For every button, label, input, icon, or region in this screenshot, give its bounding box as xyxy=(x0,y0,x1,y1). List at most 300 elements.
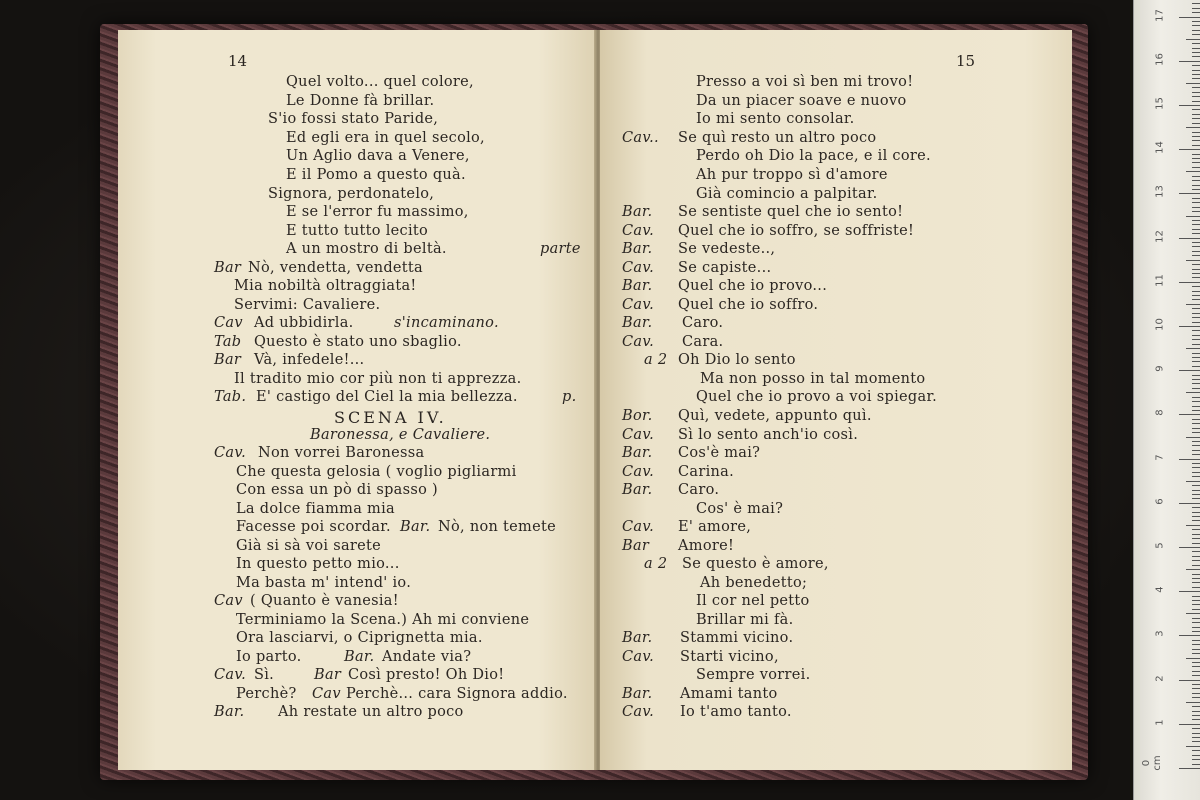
ruler-tick xyxy=(1192,202,1200,203)
ruler-tick xyxy=(1192,295,1200,296)
ruler-tick xyxy=(1192,498,1200,499)
speaker-label: Tab xyxy=(214,334,242,350)
ruler-tick xyxy=(1192,132,1200,133)
ruler-tick xyxy=(1179,768,1200,769)
ruler-number: 4 xyxy=(1154,586,1166,593)
speaker-label: Bar. xyxy=(622,445,653,461)
speaker-label: Cav. xyxy=(214,667,247,683)
ruler-tick xyxy=(1192,25,1200,26)
ruler-tick xyxy=(1192,92,1200,93)
text-line: Che questa gelosia ( voglio pigliarmi xyxy=(236,464,517,480)
text-line: Se quì resto un altro poco xyxy=(678,130,877,146)
ruler-number: 17 xyxy=(1154,8,1166,22)
text-line: Non vorrei Baronessa xyxy=(258,445,425,461)
speaker-label: Cav. xyxy=(622,297,655,313)
ruler-tick xyxy=(1192,467,1200,468)
text-line: Terminiamo la Scena.) Ah mi conviene xyxy=(236,612,530,628)
text-line: Stammi vicino. xyxy=(680,630,794,646)
ruler-tick xyxy=(1179,547,1200,548)
ruler-tick xyxy=(1192,220,1200,221)
speaker-label: Cav. xyxy=(622,704,655,720)
ruler-number: 5 xyxy=(1154,542,1166,549)
ruler-tick xyxy=(1192,472,1200,473)
speaker-label: Bar. xyxy=(214,704,245,720)
text-line: Da un piacer soave e nuovo xyxy=(696,93,907,109)
text-line: Caro. xyxy=(678,482,720,498)
ruler-tick xyxy=(1192,737,1200,738)
ruler-tick xyxy=(1192,96,1200,97)
ruler-tick xyxy=(1192,198,1200,199)
text-line: Un Aglio dava a Venere, xyxy=(286,148,470,164)
ruler-tick xyxy=(1192,322,1200,323)
ruler-tick xyxy=(1179,680,1200,681)
ruler-tick xyxy=(1192,543,1200,544)
ruler-tick xyxy=(1186,348,1200,349)
text-line: Presso a voi sì ben mi trovo! xyxy=(696,74,914,90)
ruler-tick xyxy=(1179,635,1200,636)
ruler-tick xyxy=(1192,43,1200,44)
text-line: Signora, perdonatelo, xyxy=(268,186,435,202)
ruler-tick xyxy=(1192,140,1200,141)
ruler-tick xyxy=(1192,609,1200,610)
speaker-label: Bar xyxy=(622,538,650,554)
speaker-label: Bar. xyxy=(622,278,653,294)
page-number-right: 15 xyxy=(956,52,976,70)
ruler-tick xyxy=(1179,149,1200,150)
ruler-tick xyxy=(1192,353,1200,354)
speaker-label: Cav.. xyxy=(622,130,659,146)
ruler-tick xyxy=(1192,693,1200,694)
stage-direction: p. xyxy=(562,389,577,405)
text-line: Cos'è mai? xyxy=(678,445,761,461)
ruler-tick xyxy=(1192,600,1200,601)
ruler-tick xyxy=(1192,764,1200,765)
text-line: E il Pomo a questo quà. xyxy=(286,167,466,183)
ruler-tick xyxy=(1179,724,1200,725)
ruler-tick xyxy=(1186,525,1200,526)
speaker-label: a 2 xyxy=(644,556,668,572)
ruler-number: 12 xyxy=(1154,229,1166,243)
ruler-tick xyxy=(1192,653,1200,654)
ruler-tick xyxy=(1192,255,1200,256)
ruler-tick xyxy=(1186,481,1200,482)
text-line: ( Quanto è vanesia! xyxy=(250,593,399,609)
ruler-tick xyxy=(1192,733,1200,734)
ruler-tick xyxy=(1192,48,1200,49)
text-line: Quel che io provo... xyxy=(678,278,828,294)
ruler-tick xyxy=(1192,207,1200,208)
ruler-number: 6 xyxy=(1154,498,1166,505)
ruler-tick xyxy=(1192,432,1200,433)
text-line: Se capiste... xyxy=(678,260,772,276)
stage-direction: s'incaminano. xyxy=(394,315,499,331)
ruler-tick xyxy=(1186,437,1200,438)
ruler-tick xyxy=(1192,711,1200,712)
text-line: Ora lasciarvi, o Ciprignetta mia. xyxy=(236,630,483,646)
ruler-tick xyxy=(1179,61,1200,62)
speaker-label: Cav. xyxy=(622,334,655,350)
text-line: Facesse poi scordar. xyxy=(236,519,391,535)
text-line: Caro. xyxy=(682,315,724,331)
ruler-tick xyxy=(1192,269,1200,270)
text-line: Nò, non temete xyxy=(438,519,556,535)
ruler-tick xyxy=(1186,746,1200,747)
text-line: In questo petto mio... xyxy=(236,556,400,572)
speaker-label: Bar. xyxy=(622,630,653,646)
text-line: E se l'error fu massimo, xyxy=(286,204,469,220)
ruler-number: 9 xyxy=(1154,365,1166,372)
ruler-tick xyxy=(1192,176,1200,177)
text-line: Amore! xyxy=(678,538,735,554)
ruler-tick xyxy=(1192,574,1200,575)
text-line: Il tradito mio cor più non ti apprezza. xyxy=(234,371,522,387)
ruler-tick xyxy=(1192,361,1200,362)
text-line: Il cor nel petto xyxy=(696,593,810,609)
ruler-tick xyxy=(1186,171,1200,172)
ruler-tick xyxy=(1192,454,1200,455)
speaker-label: Cav. xyxy=(622,260,655,276)
ruler-tick xyxy=(1192,8,1200,9)
text-line: Oh Dio lo sento xyxy=(678,352,796,368)
text-line: La dolce fiamma mia xyxy=(236,501,395,517)
ruler-tick xyxy=(1192,229,1200,230)
ruler-tick xyxy=(1192,357,1200,358)
speaker-label: Cav xyxy=(214,315,243,331)
ruler-tick xyxy=(1192,662,1200,663)
ruler-tick xyxy=(1179,459,1200,460)
ruler-tick xyxy=(1192,494,1200,495)
ruler-tick xyxy=(1192,684,1200,685)
ruler-tick xyxy=(1192,631,1200,632)
speaker-label: Bar. xyxy=(400,519,431,535)
ruler-tick xyxy=(1192,136,1200,137)
ruler-unit-label: 0 cm xyxy=(1141,755,1163,771)
ruler-tick xyxy=(1179,326,1200,327)
text-line: Ah pur troppo sì d'amore xyxy=(696,167,888,183)
ruler-tick xyxy=(1192,65,1200,66)
right-page xyxy=(600,30,1072,770)
ruler-tick xyxy=(1192,715,1200,716)
ruler-tick xyxy=(1192,291,1200,292)
ruler-tick xyxy=(1192,604,1200,605)
ruler-tick xyxy=(1192,428,1200,429)
ruler-tick xyxy=(1192,551,1200,552)
ruler-number: 2 xyxy=(1154,674,1166,682)
speaker-label: Bar xyxy=(214,260,242,276)
text-line: Ed egli era in quel secolo, xyxy=(286,130,485,146)
text-line: Carina. xyxy=(678,464,735,480)
speaker-label: Cav. xyxy=(214,445,247,461)
ruler-tick xyxy=(1186,392,1200,393)
ruler-tick xyxy=(1192,78,1200,79)
text-line: Mia nobiltà oltraggiata! xyxy=(234,278,417,294)
ruler-number: 16 xyxy=(1154,52,1166,66)
ruler-tick xyxy=(1192,233,1200,234)
ruler-number: 11 xyxy=(1154,273,1166,287)
text-line: Ad ubbidirla. xyxy=(254,315,354,331)
ruler-tick xyxy=(1192,264,1200,265)
ruler-tick xyxy=(1192,154,1200,155)
ruler-tick xyxy=(1192,582,1200,583)
ruler-tick xyxy=(1192,587,1200,588)
ruler-tick xyxy=(1192,640,1200,641)
ruler-tick xyxy=(1192,706,1200,707)
speaker-label: Bar. xyxy=(344,649,375,665)
ruler-tick xyxy=(1192,21,1200,22)
ruler-tick xyxy=(1192,719,1200,720)
speaker-label: Tab. xyxy=(214,389,247,405)
ruler-tick xyxy=(1192,70,1200,71)
ruler-tick xyxy=(1192,308,1200,309)
text-line: Io mi sento consolar. xyxy=(696,111,855,127)
ruler-tick xyxy=(1192,644,1200,645)
ruler-tick xyxy=(1192,74,1200,75)
ruler-tick xyxy=(1192,246,1200,247)
ruler-tick xyxy=(1179,238,1200,239)
ruler-tick xyxy=(1192,397,1200,398)
text-line: Con essa un pò di spasso ) xyxy=(236,482,438,498)
ruler-number: 8 xyxy=(1154,409,1166,417)
speaker-label: Cav. xyxy=(622,427,655,443)
text-line: Amami tanto xyxy=(680,686,778,702)
text-line: Ah benedetto; xyxy=(700,575,808,591)
speaker-label: Cav. xyxy=(622,223,655,239)
ruler-number: 7 xyxy=(1154,453,1166,461)
ruler-tick xyxy=(1192,556,1200,557)
text-line: Le Donne fà brillar. xyxy=(286,93,435,109)
speaker-label: Bar. xyxy=(622,204,653,220)
speaker-label: Bar xyxy=(214,352,242,368)
ruler-tick xyxy=(1192,56,1200,57)
ruler-tick xyxy=(1192,12,1200,13)
ruler-tick xyxy=(1192,162,1200,163)
ruler-tick xyxy=(1192,123,1200,124)
ruler-tick xyxy=(1192,755,1200,756)
text-line: Io t'amo tanto. xyxy=(680,704,792,720)
text-line: Questo è stato uno sbaglio. xyxy=(254,334,462,350)
speaker-label: Bar xyxy=(314,667,342,683)
ruler-tick xyxy=(1192,538,1200,539)
ruler-tick xyxy=(1192,330,1200,331)
ruler-tick xyxy=(1192,313,1200,314)
ruler-tick xyxy=(1192,534,1200,535)
ruler-tick xyxy=(1192,485,1200,486)
text-line: Ma non posso in tal momento xyxy=(700,371,926,387)
speaker-label: Cav. xyxy=(622,519,655,535)
text-line: Sempre vorrei. xyxy=(696,667,811,683)
measuring-ruler xyxy=(1133,0,1200,800)
ruler-tick xyxy=(1179,193,1200,194)
ruler-tick xyxy=(1192,211,1200,212)
text-line: Io parto. xyxy=(236,649,302,665)
ruler-number: 14 xyxy=(1154,141,1166,155)
ruler-tick xyxy=(1179,282,1200,283)
ruler-tick xyxy=(1192,401,1200,402)
ruler-tick xyxy=(1186,613,1200,614)
ruler-tick xyxy=(1192,750,1200,751)
speaker-label: Bar. xyxy=(622,315,653,331)
ruler-tick xyxy=(1192,463,1200,464)
ruler-tick xyxy=(1192,419,1200,420)
ruler-tick xyxy=(1192,423,1200,424)
ruler-tick xyxy=(1192,118,1200,119)
speaker-label: Bar. xyxy=(622,482,653,498)
ruler-tick xyxy=(1192,759,1200,760)
ruler-tick xyxy=(1192,516,1200,517)
text-line: Quì, vedete, appunto quì. xyxy=(678,408,872,424)
ruler-tick xyxy=(1186,304,1200,305)
ruler-tick xyxy=(1192,520,1200,521)
ruler-tick xyxy=(1186,39,1200,40)
ruler-tick xyxy=(1179,370,1200,371)
text-line: Se sentiste quel che io sento! xyxy=(678,204,904,220)
text-line: Starti vicino, xyxy=(680,649,779,665)
ruler-tick xyxy=(1192,180,1200,181)
ruler-tick xyxy=(1192,476,1200,477)
ruler-tick xyxy=(1192,167,1200,168)
ruler-tick xyxy=(1192,34,1200,35)
ruler-number: 10 xyxy=(1154,318,1166,331)
page-number-left: 14 xyxy=(228,52,248,70)
ruler-tick xyxy=(1192,445,1200,446)
ruler-tick xyxy=(1186,702,1200,703)
speaker-label: Bor. xyxy=(622,408,653,424)
ruler-tick xyxy=(1192,299,1200,300)
ruler-number: 13 xyxy=(1154,185,1166,199)
ruler-tick xyxy=(1192,242,1200,243)
speaker-label: a 2 xyxy=(644,352,668,368)
text-line: Se vedeste.., xyxy=(678,241,776,257)
ruler-tick xyxy=(1192,52,1200,53)
ruler-tick xyxy=(1192,344,1200,345)
left-page xyxy=(118,30,596,770)
ruler-tick xyxy=(1192,688,1200,689)
ruler-tick xyxy=(1192,3,1200,4)
text-line: Và, infedele!... xyxy=(254,352,365,368)
ruler-tick xyxy=(1192,560,1200,561)
ruler-tick xyxy=(1192,286,1200,287)
text-line: A un mostro di beltà. xyxy=(286,241,447,257)
ruler-tick xyxy=(1192,565,1200,566)
ruler-tick xyxy=(1192,335,1200,336)
ruler-tick xyxy=(1192,697,1200,698)
ruler-tick xyxy=(1192,379,1200,380)
text-line: Andate via? xyxy=(382,649,472,665)
text-line: Nò, vendetta, vendetta xyxy=(248,260,423,276)
ruler-tick xyxy=(1192,339,1200,340)
ruler-tick xyxy=(1186,83,1200,84)
ruler-tick xyxy=(1192,627,1200,628)
ruler-tick xyxy=(1192,388,1200,389)
ruler-tick xyxy=(1192,145,1200,146)
ruler-tick xyxy=(1192,273,1200,274)
text-line: Sì. xyxy=(254,667,275,683)
ruler-tick xyxy=(1186,569,1200,570)
ruler-tick xyxy=(1179,17,1200,18)
ruler-tick xyxy=(1192,410,1200,411)
text-line: Quel che io provo a voi spiegar. xyxy=(696,389,937,405)
ruler-tick xyxy=(1192,317,1200,318)
ruler-tick xyxy=(1192,251,1200,252)
text-line: Così presto! Oh Dio! xyxy=(348,667,505,683)
ruler-tick xyxy=(1186,127,1200,128)
ruler-tick xyxy=(1192,649,1200,650)
ruler-tick xyxy=(1192,114,1200,115)
ruler-number: 3 xyxy=(1154,630,1166,638)
ruler-tick xyxy=(1192,30,1200,31)
text-line: Ma basta m' intend' io. xyxy=(236,575,412,591)
ruler-tick xyxy=(1192,671,1200,672)
ruler-tick xyxy=(1192,158,1200,159)
ruler-tick xyxy=(1192,87,1200,88)
ruler-tick xyxy=(1186,658,1200,659)
ruler-tick xyxy=(1192,406,1200,407)
ruler-tick xyxy=(1192,101,1200,102)
ruler-tick xyxy=(1186,216,1200,217)
speaker-label: Cav. xyxy=(622,649,655,665)
text-line: Perchè? xyxy=(236,686,297,702)
text-line: Quel volto... quel colore, xyxy=(286,74,474,90)
text-line: Perdo oh Dio la pace, e il core. xyxy=(696,148,931,164)
speaker-label: Cav xyxy=(312,686,341,702)
speaker-label: Bar. xyxy=(622,686,653,702)
ruler-tick xyxy=(1192,441,1200,442)
scene-heading: SCENA IV. xyxy=(334,408,447,427)
ruler-tick xyxy=(1192,512,1200,513)
ruler-tick xyxy=(1192,596,1200,597)
text-line: Già comincio a palpitar. xyxy=(696,186,878,202)
ruler-tick xyxy=(1192,109,1200,110)
text-line: E tutto tutto lecito xyxy=(286,223,429,239)
scene-characters: Baronessa, e Cavaliere. xyxy=(310,427,491,443)
ruler-tick xyxy=(1192,224,1200,225)
speaker-label: Bar. xyxy=(622,241,653,257)
stage-direction: parte xyxy=(540,241,581,257)
text-line: Brillar mi fà. xyxy=(696,612,794,628)
ruler-tick xyxy=(1192,666,1200,667)
ruler-tick xyxy=(1192,507,1200,508)
ruler-tick xyxy=(1192,490,1200,491)
text-line: Quel che io soffro, se soffriste! xyxy=(678,223,915,239)
ruler-tick xyxy=(1179,591,1200,592)
ruler-tick xyxy=(1192,728,1200,729)
speaker-label: Cav xyxy=(214,593,243,609)
ruler-number: 1 xyxy=(1154,719,1166,726)
ruler-tick xyxy=(1192,618,1200,619)
ruler-tick xyxy=(1192,675,1200,676)
text-line: Sì lo sento anch'io così. xyxy=(678,427,859,443)
text-line: Perchè... cara Signora addio. xyxy=(346,686,568,702)
text-line: Cara. xyxy=(682,334,724,350)
ruler-tick xyxy=(1192,277,1200,278)
text-line: Già si sà voi sarete xyxy=(236,538,382,554)
ruler-tick xyxy=(1179,503,1200,504)
ruler-tick xyxy=(1192,741,1200,742)
text-line: Ah restate un altro poco xyxy=(278,704,464,720)
speaker-label: Cav. xyxy=(622,464,655,480)
text-line: Quel che io soffro. xyxy=(678,297,819,313)
ruler-number: 15 xyxy=(1154,97,1166,110)
text-line: E' castigo del Ciel la mia bellezza. xyxy=(256,389,518,405)
text-line: E' amore, xyxy=(678,519,752,535)
ruler-tick xyxy=(1192,375,1200,376)
text-line: S'io fossi stato Paride, xyxy=(268,111,439,127)
text-line: Servimi: Cavaliere. xyxy=(234,297,381,313)
ruler-tick xyxy=(1192,366,1200,367)
ruler-tick xyxy=(1192,450,1200,451)
ruler-tick xyxy=(1192,622,1200,623)
ruler-tick xyxy=(1192,189,1200,190)
